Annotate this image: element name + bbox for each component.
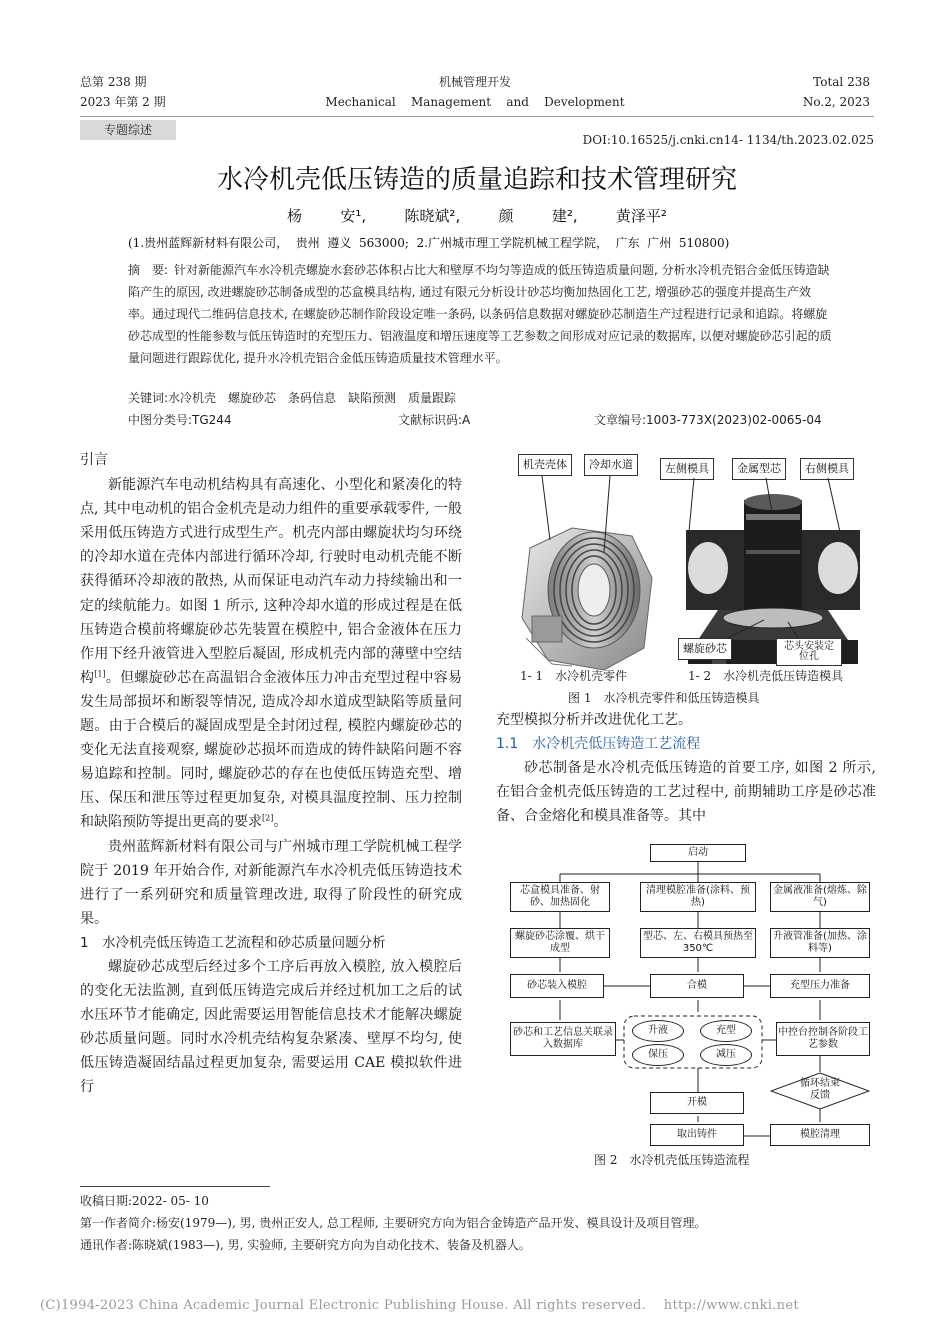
flow-die-preheat: 型芯、左、右模具预热至 350℃ [640,928,756,958]
flow-open-mold: 开模 [650,1092,744,1114]
total-number: Total 238 [813,75,870,89]
abstract [128,259,834,369]
article-number: 文章编号:1003-773X(2023)02-0065-04 [594,413,822,427]
flow-stage-lift: 升液 [632,1020,684,1042]
subsection-1-1-heading: 1.1 水冷机壳低压铸造工艺流程 [496,736,701,753]
flow-riser-prep: 升液管准备(加热、涂料等) [770,928,870,958]
doi[interactable]: DOI:10.16525/j.cnki.cn14- 1134/th.2023.02.025 [582,133,874,147]
first-author-bio: 第一作者简介:杨安(1979—), 男, 贵州正安人, 总工程师, 主要研究方向为铝合金铸造产品开发、模具设计及项目管理。 [80,1216,707,1230]
leader-lines-right [668,452,868,682]
flow-cavity-clean: 模腔清理 [770,1124,870,1146]
keywords: 关键词:水冷机壳 螺旋砂芯 条码信息 缺陷预测 质量跟踪 [128,391,457,405]
flow-melt-prep: 金属液准备(熔炼、除气) [770,882,870,912]
footnote-rule [80,1186,270,1187]
article-title: 水冷机壳低压铸造的质量追踪和技术管理研究 [216,165,737,195]
leader-lines-left [512,472,658,592]
affiliations: (1.贵州蓝辉新材料有限公司， 贵州 遵义 563000; 2.广州城市理工学院机械工程学院， 广东 广州 510800) [128,236,730,250]
flow-remove-casting: 取出铸件 [650,1124,744,1146]
document-code: 文献标识码:A [398,413,471,427]
header-center [250,72,700,112]
flow-start: 启动 [650,844,746,862]
subsection-1-1-paragraph: 砂芯制备是水冷机壳低压铸造的首要工序, 如图 2 所示, 在铝合金机壳低压铸造的工艺过程中, 前期辅助工序是砂芯准备、合金熔化和模具准备等。其中 [496,760,876,825]
citation-1[interactable]: [1] [94,669,106,679]
flow-stage-hold: 保压 [632,1044,684,1066]
received-date: 收稿日期:2022- 05- 10 [80,1194,209,1208]
abstract-text: 针对新能源汽车水冷机壳螺旋水套砂芯体积占比大和壁厚不均匀等造成的低压铸造质量问题, 分析水冷机壳铝合金低压铸造缺陷产生的原因, 改进螺旋砂芯制备成型的芯盒模具结构, 通过有限元分析设计砂芯均衡加热固化工艺, 增强砂芯的强度并提高生产效率。通过现代二维码信息技术, 在螺旋砂芯制作阶段设定唯一条码, 以条码信息数据对螺旋砂芯制造生产过程进行记录和追踪。将螺旋砂芯成型的性能参数与低压铸造时的充型压力、铝液温度和增压速度等工艺参数之间形成对应记录的数据库, 以便对螺旋砂芯引起的质量问题进行跟踪优化, 提升水冷机壳铝合金低压铸造质量技术管理水平。 [128,263,832,365]
header-rule [80,116,874,117]
journal-name-en: Mechanical Management and Development [325,95,625,109]
flow-pressure-prep: 充型压力准备 [770,974,870,998]
corresponding-author: 通讯作者:陈晓斌(1983—), 男, 实验师, 主要研究方向为自动化技术、装备及机器人。 [80,1238,531,1252]
flow-core-loading: 砂芯装入模腔 [510,974,604,998]
intro-paragraph-1: 新能源汽车电动机结构具有高速化、小型化和紧凑化的特点, 其中电动机的铝合金机壳是动力组件的重要承载零件, 一般采用低压铸造方式进行成型生产。机壳内部由螺旋状均匀环绕的冷却水道在壳体内部进行循环冷却, 行驶时电动机壳能不断获得循环冷却液的散热, 从而保证电动汽车动力持续输出和一定的续航能力。如图 1 所示, 这种冷却水道的形成过程是在低压铸造合模前将螺旋砂芯先装置在模腔中, 铝合金液体在压力作用下经升液管进入型腔后凝固, 形成机壳内部的薄壁中空结构[1]。但螺旋砂芯在高温铝合金液体压力冲击充型过程中容易发生局部损坏和断裂等情况, 造成冷却水道成型缺陷等质量问题。由于合模后的凝固成型是全封闭过程, 模腔内螺旋砂芯的变化无法直接观察, 螺旋砂芯损坏而造成的铸件缺陷问题不容易追踪和控制。同时, 螺旋砂芯的存在也使低压铸造充型、增压、保压和泄压等过程更加复杂, 对模具温度控制、压力控制和缺陷预防等提出更高的要求[2]。 [80,477,463,831]
figure-2 [500,840,870,1170]
label-right-die: 右侧模具 [800,458,854,480]
clc-number: 中图分类号:TG244 [128,413,232,427]
copyright-notice: (C)1994-2023 China Academic Journal Electronic Publishing House. All rights reserved. http://www.cnki.net [40,1298,799,1313]
section-tag: 专题综述 [80,120,176,140]
flow-mold-closing: 合模 [650,974,744,998]
figure-1-caption: 图 1 水冷机壳零件和低压铸造模具 [568,691,760,705]
flow-console-control: 中控台控制各阶段工艺参数 [776,1022,870,1056]
label-core-print-hole: 芯头安装定位孔 [776,638,842,666]
right-column-upper [496,708,876,828]
flow-loop-label: 循环结束反馈 [800,1078,840,1101]
flow-core-box-prep: 芯盒模具准备、射砂、加热固化 [510,882,610,912]
label-spiral-sand-core: 螺旋砂芯 [678,638,732,660]
flow-stage-fill: 充型 [700,1020,752,1042]
journal-name-cn: 机械管理开发 [438,75,511,89]
label-left-die: 左侧模具 [660,458,714,480]
abstract-label: 摘 要: [128,263,169,277]
right-column-lead: 充型模拟分析并改进优化工艺。 [496,712,692,728]
label-housing-shell: 机壳壳体 [518,454,572,476]
author-list: 杨 安¹, 陈晓斌², 颜 建², 黄泽平² [287,207,667,225]
section-1-paragraph: 螺旋砂芯成型后经过多个工序后再放入模腔, 放入模腔后的变化无法监测, 直到低压铸造完成后并经过机加工之后的试水压环节才能确定, 因此需要运用智能信息技术才能解决螺旋砂芯质量问题。同时水冷机壳结构复杂紧凑、壁厚不均匀, 使低压铸造凝固结晶过程更加复杂, 需要运用 CAE 模拟软件进行 [80,958,462,1096]
left-column [80,448,462,1100]
header-right [700,72,870,112]
issue-total: 总第 238 期 [80,75,147,89]
figure-2-caption: 图 2 水冷机壳低压铸造流程 [594,1153,750,1167]
figure-1 [512,452,868,705]
flow-database-entry: 砂芯和工艺信息关联录入数据库 [510,1022,616,1056]
citation-2[interactable]: [2] [262,813,274,823]
label-cooling-channel: 冷却水道 [584,454,638,476]
figure-1a-caption: 1- 1 水冷机壳零件 [520,669,628,683]
figure-1b-caption: 1- 2 水冷机壳低压铸造模具 [688,669,844,683]
intro-paragraph-2: 贵州蓝辉新材料有限公司与广州城市理工学院机械工程学院于 2019 年开始合作, 对新能源汽车水冷机壳低压铸造技术进行了一系列研究和质量管理改进, 取得了阶段性的研究成果。 [80,838,462,927]
flow-cavity-prep: 清理模腔准备(涂料、预热) [640,882,756,912]
header-left [80,72,166,112]
flow-core-coating: 螺旋砂芯涂覆、烘干成型 [510,928,610,958]
section-1-heading: 1 水冷机壳低压铸造工艺流程和砂芯质量问题分析 [80,934,386,951]
label-metal-core: 金属型芯 [732,458,786,480]
issue-year: 2023 年第 2 期 [80,95,166,109]
issue-number: No.2, 2023 [802,95,870,109]
intro-heading: 引言 [80,452,108,468]
flow-stage-release: 减压 [700,1044,752,1066]
